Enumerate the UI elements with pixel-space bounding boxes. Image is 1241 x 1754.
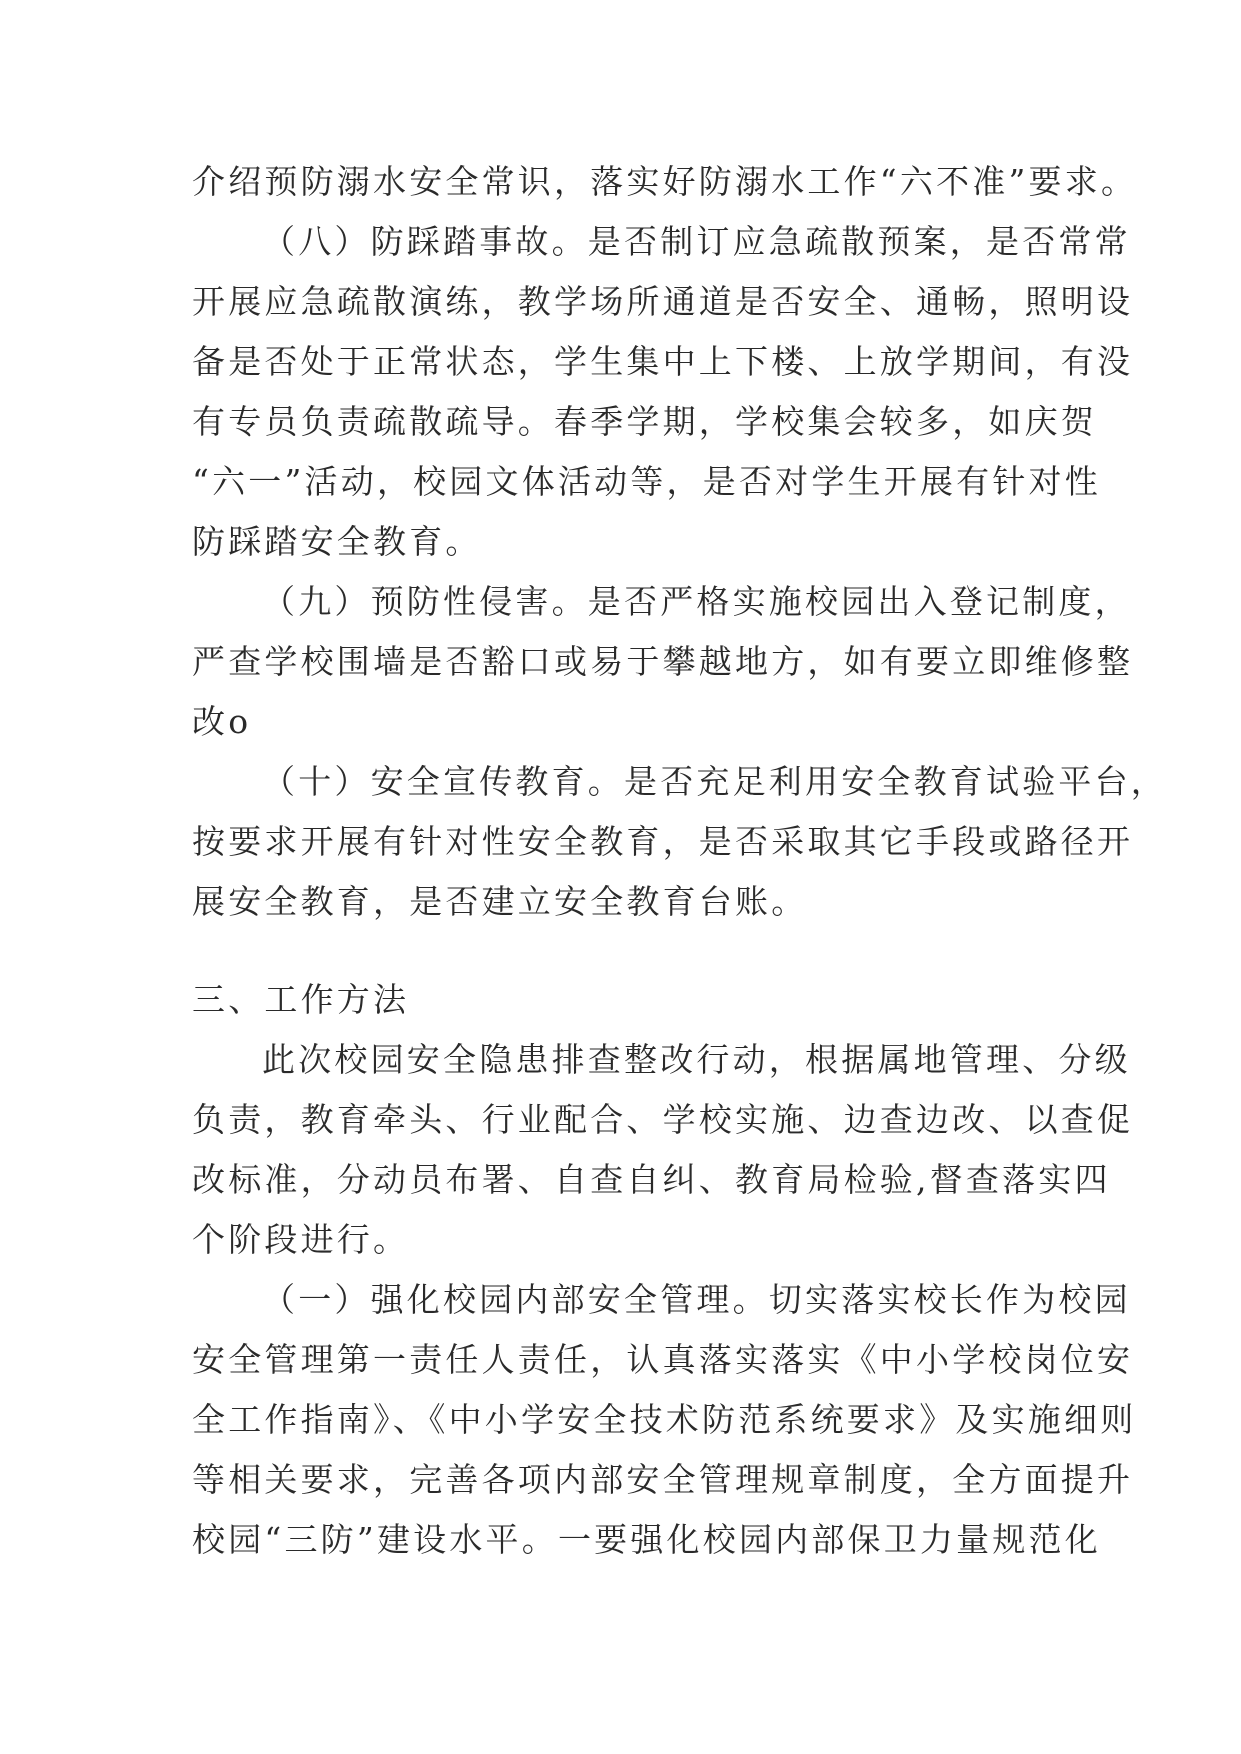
section-heading: 三、工作方法 (192, 980, 410, 1019)
text-line-18: 个阶段进行。 (192, 1220, 410, 1259)
text-line-11: （十）安全宣传教育。是否充足利用安全教育试验平台， (262, 762, 1167, 801)
text-line-6: “六一”活动，校园文体活动等，是否对学生开展有针对性 (192, 462, 1101, 501)
text-line-21: 全工作指南》、《中小学安全技术防范系统要求》及实施细则 (192, 1400, 1137, 1439)
text-line-4: 备是否处于正常状态，学生集中上下楼、上放学期间，有没 (192, 342, 1134, 381)
text-line-16: 负责，教育牵头、行业配合、学校实施、边查边改、以查促 (192, 1100, 1134, 1139)
text-line-22: 等相关要求，完善各项内部安全管理规章制度，全方面提升 (192, 1460, 1134, 1499)
text-line-17: 改标准，分动员布署、自查自纠、教育局检验,督查落实四 (192, 1160, 1111, 1199)
text-line-20: 安全管理第一责任人责任，认真落实落实《中小学校岗位安 (192, 1340, 1134, 1379)
text-line-3: 开展应急疏散演练，教学场所通道是否安全、通畅，照明设 (192, 282, 1134, 321)
text-line-12: 按要求开展有针对性安全教育，是否采取其它手段或路径开 (192, 822, 1134, 861)
text-line-8: （九）预防性侵害。是否严格实施校园出入登记制度， (262, 582, 1131, 621)
text-line-5: 有专员负责疏散疏导。春季学期，学校集会较多，如庆贺 (192, 402, 1097, 441)
text-line-1: 介绍预防溺水安全常识，落实好防溺水工作“六不准”要求。 (192, 162, 1138, 201)
text-line-7: 防踩踏安全教育。 (192, 522, 482, 561)
text-line-15: 此次校园安全隐患排查整改行动，根据属地管理、分级 (262, 1040, 1131, 1079)
text-line-23: 校园“三防”建设水平。一要强化校园内部保卫力量规范化 (192, 1520, 1101, 1559)
text-line-19: （一）强化校园内部安全管理。切实落实校长作为校园 (262, 1280, 1131, 1319)
text-line-2: （八）防踩踏事故。是否制订应急疏散预案，是否常常 (262, 222, 1131, 261)
text-line-13: 展安全教育，是否建立安全教育台账。 (192, 882, 808, 921)
text-line-10: 改o (192, 702, 252, 741)
text-line-9: 严查学校围墙是否豁口或易于攀越地方，如有要立即维修整 (192, 642, 1134, 681)
